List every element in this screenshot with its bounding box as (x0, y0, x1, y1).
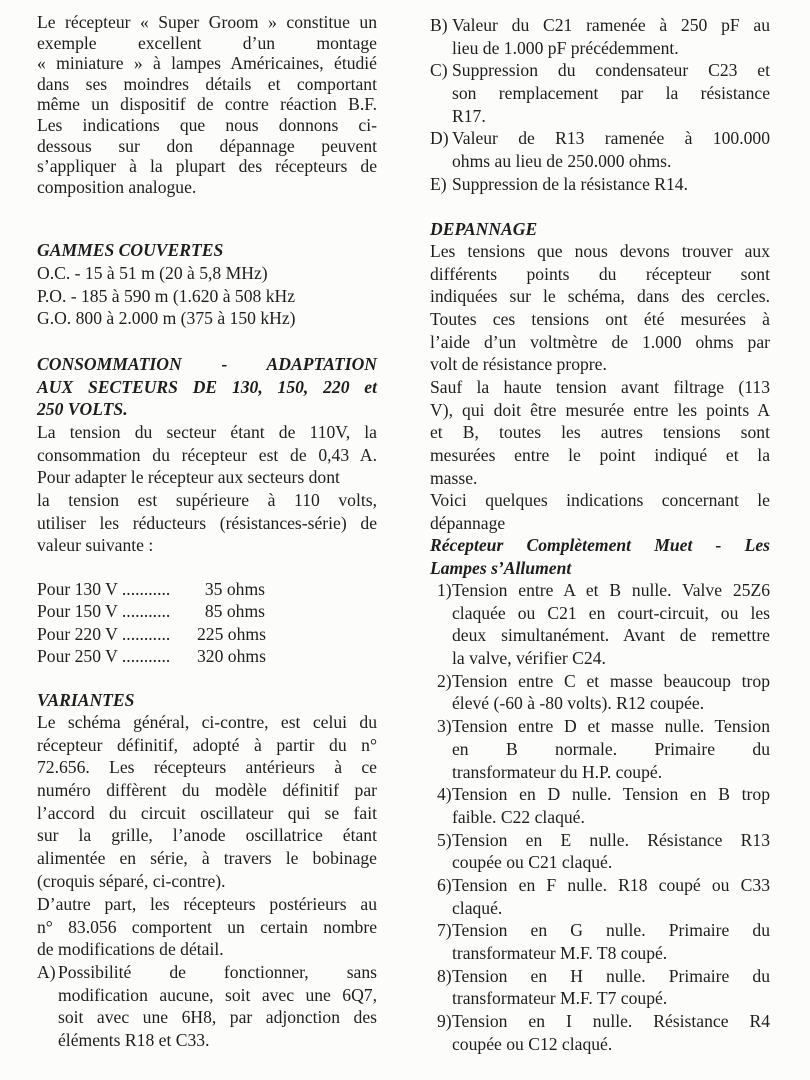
section-heading-muet (430, 534, 770, 579)
text-line: utiliser les réducteurs (résistances-série) de (37, 512, 377, 533)
gammes-paragraph (37, 262, 377, 330)
text-line: son remplacement par la résistance (452, 83, 770, 104)
list-item-text (430, 783, 770, 828)
text-line: n° 83.056 comportent un certain nombre (37, 916, 377, 937)
text-line: AUX SECTEURS DE 130, 150, 220 et (37, 376, 377, 397)
resistance-value: 85 ohms (204, 601, 265, 622)
text-line: la tension est supérieure à 110 volts, (37, 490, 377, 511)
text-line: Suppression de la résistance R14. (452, 173, 689, 194)
list-item-text (430, 670, 770, 715)
voltage-label: Pour 250 V ........... (37, 646, 171, 667)
consommation-paragraph (37, 421, 377, 557)
text-line: claquée ou C21 en court-circuit, ou les (452, 602, 770, 623)
text-line: Tension en F nulle. R18 coupé ou C33 (452, 874, 770, 895)
text-line: G.O. 800 à 2.000 m (375 à 150 kHz) (37, 308, 296, 329)
list-marker: 1) (437, 580, 452, 600)
text-line: modification aucune, soit avec une 6Q7, (58, 984, 377, 1005)
text-line: 250 VOLTS. (37, 399, 128, 420)
text-line: Tension entre C et masse beaucoup trop (452, 670, 770, 691)
list-item (430, 965, 770, 1010)
list-item (430, 579, 770, 670)
text-line: dépannage (430, 512, 506, 533)
text-line: O.C. - 15 à 51 m (20 à 5,8 MHz) (37, 263, 268, 283)
text-line: Tension entre D et masse nulle. Tension (452, 716, 770, 737)
list-item (430, 14, 770, 59)
text-line: masse. (430, 467, 478, 488)
section-heading-consommation (37, 353, 377, 421)
text-line: transformateur M.F. T8 coupé. (452, 943, 668, 963)
list-item-text (430, 829, 770, 874)
voltage-label: Pour 220 V ........... (37, 623, 171, 644)
text-line: même un dispositif de contre réaction B.F. (37, 94, 377, 115)
text-line: consommation du récepteur est de 0,43 A. (37, 444, 377, 465)
text-line: Pour adapter le récepteur aux secteurs dont (37, 467, 340, 488)
text-line: la valve, vérifier C24. (452, 648, 606, 669)
text-line: soit avec une 6H8, par adjonction des (58, 1007, 377, 1028)
list-marker: 6) (437, 874, 452, 895)
list-item (37, 961, 377, 1052)
resistance-value: 35 ohms (204, 579, 265, 599)
list-marker: 3) (437, 716, 452, 737)
text-line: P.O. - 185 à 590 m (1.620 à 508 kHz (37, 285, 296, 306)
text-line: s’appliquer à la plupart des récepteurs de (37, 156, 377, 177)
text-line: deux simultanément. Avant de remettre (452, 625, 770, 646)
list-item (430, 715, 770, 783)
resistor-table (37, 578, 377, 668)
voltage-label: Pour 130 V ........... (37, 579, 171, 599)
list-item-text (430, 965, 770, 1010)
modifications-list (37, 961, 377, 1052)
text-line: Suppression du condensateur C23 et (452, 60, 770, 81)
text-line: V), qui doit être mesurée entre les points A (430, 399, 770, 420)
text-line: alimentée en série, à travers le bobinage (37, 848, 377, 869)
variantes-paragraph-2 (37, 893, 377, 961)
list-marker: 9) (437, 1011, 452, 1032)
modifications-list-continued (430, 14, 770, 196)
list-item-text (430, 874, 770, 919)
text-line: Les indications que nous donnons ci- (37, 114, 377, 135)
text-line: composition analogue. (37, 176, 197, 197)
text-line: 72.656. Les récepteurs antérieurs à ce (37, 757, 377, 778)
text-line: dessous sur don dépannage peuvent (37, 135, 377, 156)
text-line: D’autre part, les récepteurs postérieurs au (37, 894, 377, 914)
table-row (37, 623, 377, 645)
list-item-text (430, 1010, 770, 1055)
text-line: Lampes s’Allument (430, 557, 572, 578)
text-line: et B, toutes les autres tensions sont (430, 422, 770, 443)
text-line: Voici quelques indications concernant le (430, 490, 770, 510)
table-row (37, 578, 377, 600)
text-line: La tension du secteur étant de 110V, la (37, 422, 377, 442)
text-line: R17. (452, 105, 486, 126)
list-item (430, 874, 770, 919)
text-line: l’accord du circuit oscillateur qui se fait (37, 802, 377, 823)
list-item (430, 783, 770, 828)
text-line: de modifications de détail. (37, 939, 224, 960)
text-line: Sauf la haute tension avant filtrage (113 (430, 377, 770, 397)
text-line: dans ses moindres détails et comportant (37, 73, 377, 94)
depannage-paragraph-2 (430, 376, 770, 489)
section-heading-depannage (430, 218, 770, 241)
text-line: CONSOMMATION - ADAPTATION (37, 354, 377, 374)
text-line: claqué. (452, 897, 503, 918)
text-line: Tension en D nulle. Tension en B trop (452, 784, 770, 805)
intro-paragraph (37, 12, 377, 197)
text-line: élevé (-60 à -80 volts). R12 coupée. (452, 693, 705, 714)
text-line: numéro diffèrent du modèle définitif par (37, 780, 377, 801)
list-item-text (430, 919, 770, 964)
text-line: Tension en I nulle. Résistance R4 (452, 1011, 770, 1032)
text-line: Récepteur Complètement Muet - Les (430, 535, 770, 555)
list-item-text (430, 579, 770, 670)
list-item (430, 670, 770, 715)
text-line: DEPANNAGE (430, 219, 538, 239)
text-line: Tension entre A et B nulle. Valve 25Z6 (452, 580, 770, 600)
text-line: Tension en H nulle. Primaire du (452, 965, 770, 986)
list-item-text (430, 127, 770, 172)
text-line: faible. C22 claqué. (452, 806, 585, 827)
list-marker: E) (430, 173, 447, 194)
text-line: sur la grille, l’anode oscillatrice étant (37, 825, 377, 846)
text-line: récepteur définitif, adopté à partir du n° (37, 734, 377, 755)
list-item (430, 59, 770, 127)
section-heading-variantes (37, 689, 377, 712)
diagnostic-list (430, 579, 770, 1055)
list-marker: 7) (437, 920, 452, 941)
section-heading-gammes (37, 239, 377, 262)
list-item (430, 829, 770, 874)
list-item (430, 1010, 770, 1055)
text-line: en B normale. Primaire du (452, 738, 770, 759)
resistance-value: 225 ohms (197, 623, 266, 644)
list-item (430, 173, 770, 196)
text-line: Toutes ces tensions ont été mesurées à (430, 309, 770, 330)
list-item-text (430, 173, 770, 196)
depannage-paragraph-3 (430, 489, 770, 534)
text-line: lieu de 1.000 pF précédemment. (452, 37, 679, 58)
depannage-paragraph-1 (430, 240, 770, 376)
table-row (37, 600, 377, 622)
voltage-label: Pour 150 V ........... (37, 601, 171, 622)
list-item-text (430, 715, 770, 783)
text-line: Le récepteur « Super Groom » constitue un (37, 12, 377, 32)
text-line: l’aide d’un voltmètre de 1.000 ohms par (430, 331, 770, 352)
text-line: Tension en G nulle. Primaire du (452, 920, 770, 941)
variantes-paragraph (37, 711, 377, 893)
text-line: transformateur M.F. T7 coupé. (452, 988, 668, 1009)
text-line: valeur suivante : (37, 535, 154, 556)
text-line: Le schéma général, ci-contre, est celui du (37, 712, 377, 732)
list-item-text (37, 961, 377, 1052)
text-line: (croquis séparé, ci-contre). (37, 870, 226, 891)
list-marker: A) (37, 962, 56, 982)
list-item (430, 919, 770, 964)
text-line: transformateur du H.P. coupé. (452, 761, 663, 782)
list-marker: B) (430, 15, 448, 35)
list-marker: C) (430, 60, 448, 81)
list-marker: 4) (437, 784, 452, 805)
text-line: mesurées entre le point indiqué et la (430, 445, 770, 466)
text-line: Valeur du C21 ramenée à 250 pF au (452, 15, 770, 35)
text-line: exemple excellent d’un montage (37, 32, 377, 53)
text-line: indiquées sur le schéma, dans des cercles. (430, 286, 770, 307)
table-row (37, 645, 377, 667)
text-line: volt de résistance propre. (430, 354, 607, 375)
list-item (430, 127, 770, 172)
text-line: différents points du récepteur sont (430, 263, 770, 284)
text-line: coupée ou C21 claqué. (452, 852, 613, 873)
text-line: « miniature » à lampes Américaines, étudié (37, 53, 377, 74)
resistance-value: 320 ohms (197, 646, 266, 667)
text-line: éléments R18 et C33. (58, 1030, 210, 1051)
list-item-text (430, 59, 770, 127)
list-marker: 5) (437, 829, 452, 850)
list-marker: 8) (437, 965, 452, 986)
text-line: Valeur de R13 ramenée à 100.000 (452, 128, 770, 149)
text-line: Possibilité de fonctionner, sans (58, 962, 377, 982)
list-marker: 2) (437, 670, 452, 691)
list-marker: D) (430, 128, 449, 149)
text-line: ohms au lieu de 250.000 ohms. (452, 151, 672, 172)
text-line: VARIANTES (37, 690, 135, 710)
list-item-text (430, 14, 770, 59)
text-line: coupée ou C12 claqué. (452, 1033, 613, 1054)
text-line: Tension en E nulle. Résistance R13 (452, 829, 770, 850)
text-line: GAMMES COUVERTES (37, 240, 224, 260)
text-line: Les tensions que nous devons trouver aux (430, 241, 770, 261)
